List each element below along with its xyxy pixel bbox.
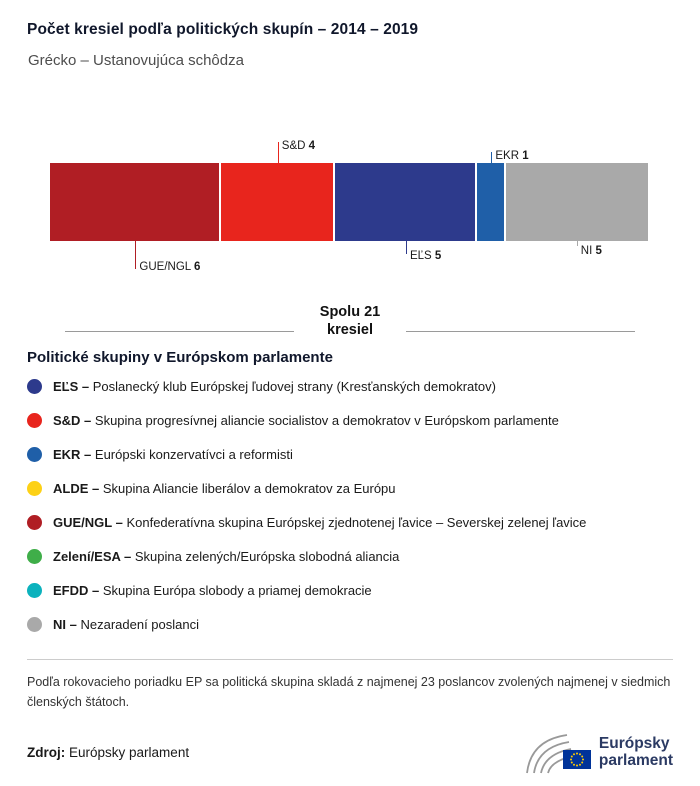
legend bbox=[0, 369, 700, 641]
callout-tick-EĽS bbox=[406, 241, 407, 254]
total-seats-divider bbox=[65, 303, 635, 339]
legend-label: NI – Nezaradení poslanci bbox=[53, 616, 199, 632]
legend-label: EĽS – Poslanecký klub Európskej ľudovej strany (Kresťanských demokratov) bbox=[53, 378, 496, 394]
bar-label-S&D: S&D 4 bbox=[281, 140, 316, 152]
callout-tick-GUE/NGL bbox=[135, 241, 136, 269]
page-subtitle: Grécko – Ustanovujúca schôdza bbox=[28, 52, 244, 69]
source-line bbox=[27, 745, 189, 760]
divider-line-left bbox=[65, 331, 294, 332]
legend-item-2 bbox=[27, 437, 673, 471]
ep-logo bbox=[521, 726, 673, 778]
legend-item-7 bbox=[27, 607, 673, 641]
total-seats-label bbox=[294, 303, 406, 339]
legend-color-dot bbox=[27, 379, 42, 394]
legend-color-dot bbox=[27, 413, 42, 428]
legend-color-dot bbox=[27, 515, 42, 530]
legend-label: Zelení/ESA – Skupina zelených/Európska slobodná aliancia bbox=[53, 548, 400, 564]
page-title: Počet kresiel podľa politických skupín – 2014 – 2019 bbox=[27, 21, 419, 38]
source-label: Zdroj: bbox=[27, 744, 66, 760]
legend-color-dot bbox=[27, 447, 42, 462]
legend-item-1 bbox=[27, 403, 673, 437]
legend-item-0 bbox=[27, 369, 673, 403]
footer-divider bbox=[27, 659, 673, 660]
legend-item-3 bbox=[27, 471, 673, 505]
ep-logo-text-line1: Európsky bbox=[598, 734, 670, 752]
legend-color-dot bbox=[27, 617, 42, 632]
source-value: Európsky parlament bbox=[69, 744, 190, 760]
legend-label: S&D – Skupina progresívnej aliancie socialistov a demokratov v Európskom parlamente bbox=[53, 412, 559, 428]
legend-item-4 bbox=[27, 505, 673, 539]
bar-segment-NI[interactable] bbox=[506, 163, 648, 241]
legend-heading: Politické skupiny v Európskom parlamente bbox=[27, 349, 333, 367]
legend-label: EKR – Európski konzervatívci a reformisti bbox=[53, 446, 293, 462]
callout-tick-NI bbox=[577, 241, 578, 246]
divider-line-right bbox=[406, 331, 635, 332]
bottom-row bbox=[27, 726, 673, 778]
bar-segment-EĽS[interactable] bbox=[335, 163, 477, 241]
bar-segment-S&D[interactable] bbox=[221, 163, 335, 241]
legend-label: EFDD – Skupina Európa slobody a priamej demokracie bbox=[53, 582, 372, 598]
eu-flag-icon bbox=[563, 750, 591, 769]
legend-item-5 bbox=[27, 539, 673, 573]
legend-color-dot bbox=[27, 481, 42, 496]
total-seats-line2: kresiel bbox=[327, 322, 373, 339]
callout-tick-EKR bbox=[491, 152, 492, 163]
legend-color-dot bbox=[27, 583, 42, 598]
ep-logo-text bbox=[599, 735, 673, 770]
callout-tick-S&D bbox=[278, 142, 279, 163]
legend-item-6 bbox=[27, 573, 673, 607]
stacked-bar bbox=[50, 163, 648, 241]
bar-label-GUE/NGL: GUE/NGL 6 bbox=[139, 261, 201, 273]
bar-label-NI: NI 5 bbox=[580, 245, 602, 257]
total-seats-line1: Spolu 21 bbox=[319, 304, 381, 320]
footnote: Podľa rokovacieho poriadku EP sa politická skupina skladá z najmenej 23 poslancov zvolených najmenej v siedmich členských štátoch. bbox=[27, 675, 671, 710]
ep-hemicycle-icon bbox=[521, 726, 595, 778]
ep-logo-text-line2: parlament bbox=[598, 752, 673, 770]
legend-label: ALDE – Skupina Aliancie liberálov a demokratov za Európu bbox=[53, 480, 396, 496]
bar-segment-GUE/NGL[interactable] bbox=[50, 163, 221, 241]
bar-label-EĽS: EĽS 5 bbox=[409, 250, 442, 262]
seats-stacked-bar-chart bbox=[50, 133, 648, 291]
legend-color-dot bbox=[27, 549, 42, 564]
legend-label: GUE/NGL – Konfederatívna skupina Európskej zjednotenej ľavice – Severskej zelenej ľavice bbox=[53, 514, 587, 530]
bar-segment-EKR[interactable] bbox=[477, 163, 505, 241]
bar-label-EKR: EKR 1 bbox=[495, 150, 529, 162]
